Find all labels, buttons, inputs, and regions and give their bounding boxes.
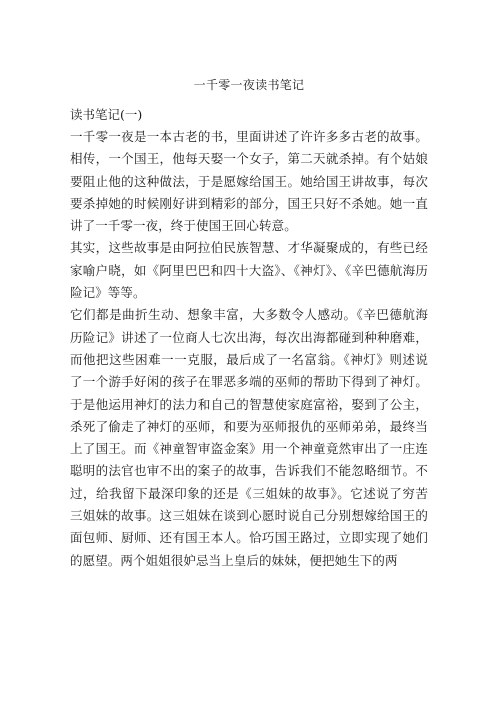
- section-heading: 读书笔记(一): [70, 107, 143, 122]
- paragraph-2: 其实，这些故事是由阿拉伯民族智慧、才华凝聚成的，有些已经家喻户晓，如《阿里巴巴和四十大盗》、《神灯》、《辛巴德航海历险记》等等。: [70, 240, 428, 301]
- paragraph-3: 它们都是曲折生动、想象丰富，大多数令人感动。《辛巴德航海历险记》讲述了一位商人七次出海，每次出海都碰到种种磨难，而他把这些困难一一克服，最后成了一名富翁。《神灯》则述说了一个游手好闲的孩子在罪恶多端的巫师的帮助下得到了神灯。于是他运用神灯的法力和自己的智慧使家庭富裕，娶到了公主，杀死了偷走了神灯的巫师，和要为巫师报仇的巫师弟弟，最终当上了国王。而《神童智审盗金案》用一个神童竟然审出了一庄连聪明的法官也审不出的案子的故事，告诉我们不能忽略细节。不过，给我留下最深印象的还是《三姐妹的故事》。它述说了穷苦三姐妹的故事。这三姐妹在谈到心愿时说自己分别想嫁给国王的面包师、厨师、还有国王本人。恰巧国王路过，立即实现了她们的愿望。两个姐姐很妒忌当上皇后的妹妹，便把她生下的两: [70, 307, 428, 568]
- document-body: [70, 77, 428, 572]
- paragraph-1: 一千零一夜是一本古老的书，里面讲述了许许多多古老的故事。相传，一个国王，他每天娶一个女子，第二天就杀掉。有个姑娘要阻止他的这种做法，于是愿嫁给国王。她给国王讲故事，每次要杀掉她的时候刚好讲到精彩的部分，国王只好不杀她。她一直讲了一千零一夜，终于使国王回心转意。: [70, 129, 428, 234]
- document-title: 一千零一夜读书笔记: [193, 78, 305, 92]
